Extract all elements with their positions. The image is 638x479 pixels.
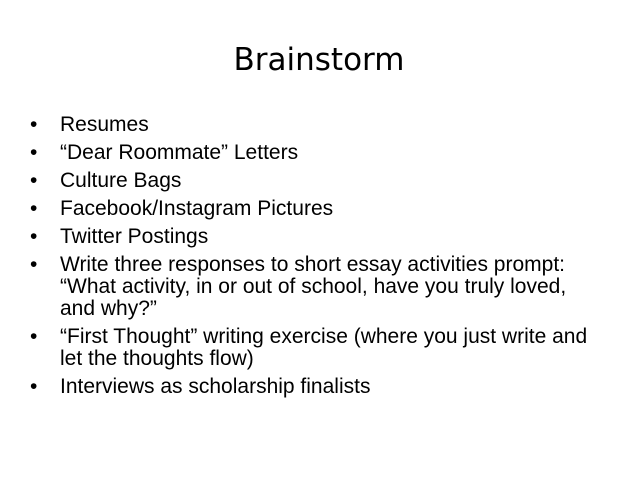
bullet-icon: • — [30, 225, 38, 248]
list-item — [28, 226, 588, 248]
list-item-text: Facebook/Instagram Pictures — [60, 197, 334, 220]
bullet-icon: • — [30, 253, 38, 276]
bullet-icon: • — [30, 375, 38, 398]
bullet-icon: • — [30, 325, 38, 348]
list-item — [28, 254, 588, 320]
list-item-text: Twitter Postings — [60, 225, 209, 248]
slide-title: Brainstorm — [233, 42, 405, 78]
list-item — [28, 142, 588, 164]
list-item — [28, 326, 588, 370]
bullet-icon: • — [30, 141, 38, 164]
list-item — [28, 376, 588, 398]
bullet-icon: • — [30, 113, 38, 136]
bullet-icon: • — [30, 169, 38, 192]
list-item-text: Culture Bags — [60, 169, 182, 192]
list-item — [28, 198, 588, 220]
bullet-list — [28, 114, 588, 404]
list-item-text: “First Thought” writing exercise (where you just write and let the thoughts flow) — [60, 325, 588, 370]
list-item-text: Interviews as scholarship finalists — [60, 375, 371, 398]
list-item — [28, 114, 588, 136]
list-item — [28, 170, 588, 192]
bullet-icon: • — [30, 197, 38, 220]
list-item-text: Resumes — [60, 113, 149, 136]
list-item-text: “Dear Roommate” Letters — [60, 141, 299, 164]
list-item-text: Write three responses to short essay activities prompt: “What activity, in or out of school, have you truly loved, and why?” — [60, 253, 567, 320]
